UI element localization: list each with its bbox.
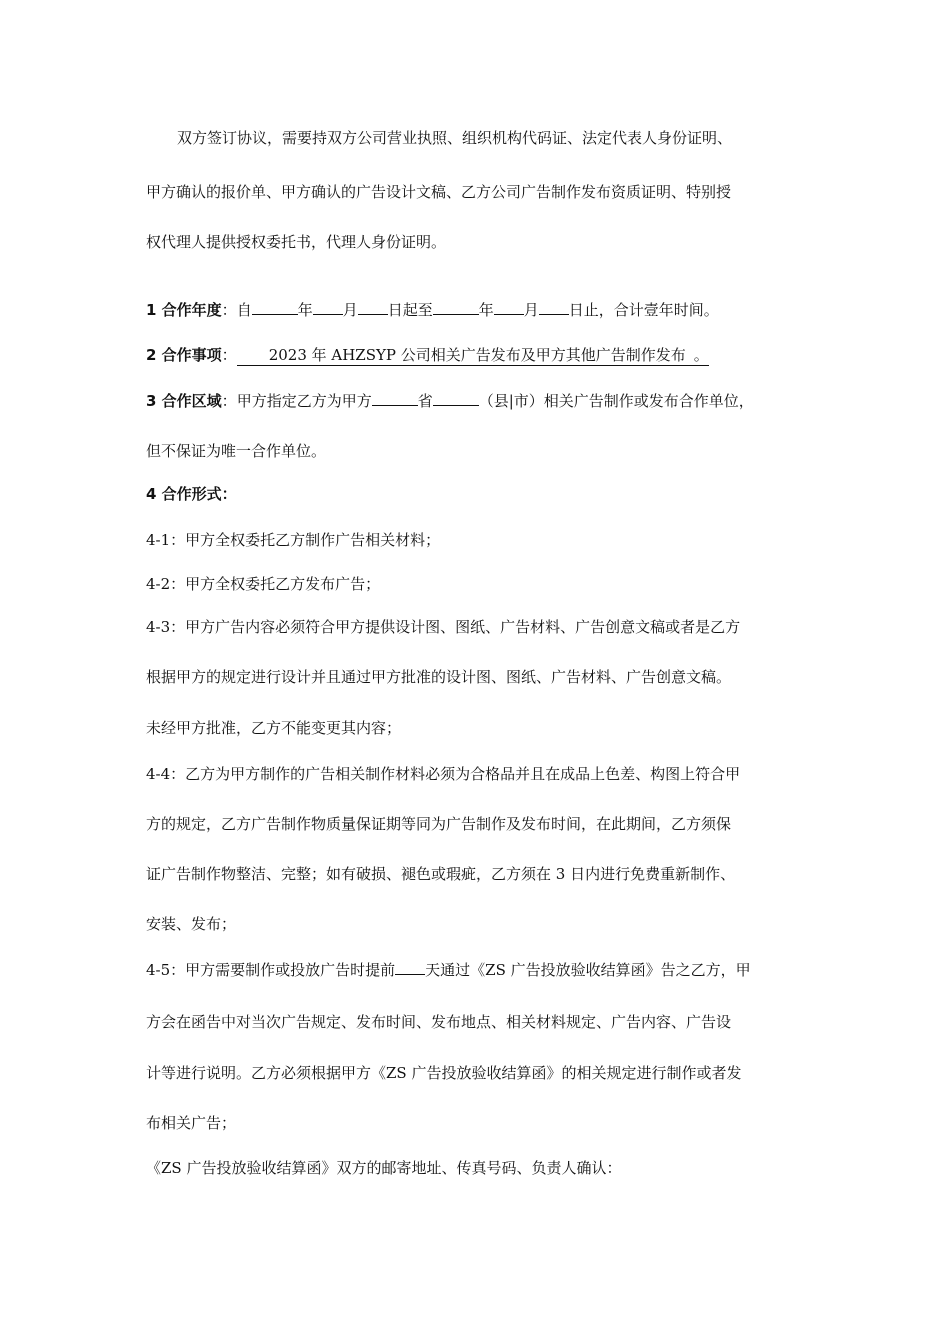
days-advance-blank[interactable] — [395, 960, 425, 975]
section-1-label: 1 合作年度 — [146, 301, 222, 319]
clause-4-4-line-4: 安装、发布； — [146, 915, 237, 933]
section-1-cooperation-year: 1 合作年度：自 年 月 日起至 年 月 日止，合计壹年时间。 — [146, 301, 719, 319]
start-year-blank[interactable] — [252, 300, 298, 315]
clause-4-5-line-3: 计等进行说明。乙方必须根据甲方《ZS 广告投放验收结算函》的相关规定进行制作或者发 — [146, 1064, 742, 1082]
section-4-label: 4 合作形式： — [146, 485, 237, 503]
clause-4-3-line-1: 4-3：甲方广告内容必须符合甲方提供设计图、图纸、广告材料、广告创意文稿或者是乙方 — [146, 618, 741, 636]
intro-line-3: 权代理人提供授权委托书，代理人身份证明。 — [146, 233, 447, 251]
intro-line-2: 甲方确认的报价单、甲方确认的广告设计文稿、乙方公司广告制作发布资质证明、特别授 — [146, 183, 732, 201]
county-city-blank[interactable] — [433, 391, 479, 406]
end-year-blank[interactable] — [433, 300, 479, 315]
section-2-cooperation-matters: 2 合作事项： 2023 年 AHZSYP 公司相关广告发布及甲方其他广告制作发布 。 — [146, 346, 709, 364]
clause-4-4-line-3: 证广告制作物整洁、完整；如有破损、褪色或瑕疵，乙方须在 3 日内进行免费重新制作、 — [146, 865, 736, 883]
intro-line-1: 双方签订协议，需要持双方公司营业执照、组织机构代码证、法定代表人身份证明、 — [177, 129, 733, 147]
clause-4-4-line-2: 方的规定，乙方广告制作物质量保证期等同为广告制作及发布时间，在此期间，乙方须保 — [146, 815, 732, 833]
section-3-cooperation-region: 3 合作区域：甲方指定乙方为甲方 省 （县|市）相关广告制作或发布合作单位， — [146, 392, 754, 410]
clause-4-5-line-4: 布相关广告； — [146, 1114, 237, 1132]
section-2-label: 2 合作事项 — [146, 346, 222, 364]
clause-4-6: 《ZS 广告投放验收结算函》双方的邮寄地址、传真号码、负责人确认： — [146, 1159, 622, 1177]
start-day-blank[interactable] — [358, 300, 388, 315]
section-3-label: 3 合作区域 — [146, 392, 222, 410]
section-3-line-2: 但不保证为唯一合作单位。 — [146, 442, 327, 460]
clause-4-2: 4-2：甲方全权委托乙方发布广告； — [146, 575, 381, 593]
end-day-blank[interactable] — [539, 300, 569, 315]
clause-4-3-line-2: 根据甲方的规定进行设计并且通过甲方批准的设计图、图纸、广告材料、广告创意文稿。 — [146, 668, 732, 686]
clause-4-5-line-2: 方会在函告中对当次广告规定、发布时间、发布地点、相关材料规定、广告内容、广告设 — [146, 1013, 732, 1031]
clause-4-3-line-3: 未经甲方批准，乙方不能变更其内容； — [146, 719, 402, 737]
clause-4-4-line-1: 4-4：乙方为甲方制作的广告相关制作材料必须为合格品并且在成品上色差、构图上符合甲 — [146, 765, 741, 783]
cooperation-matters-underlined: 2023 年 AHZSYP 公司相关广告发布及甲方其他广告制作发布 。 — [237, 346, 709, 366]
start-month-blank[interactable] — [313, 300, 343, 315]
province-blank[interactable] — [372, 391, 418, 406]
clause-4-1: 4-1：甲方全权委托乙方制作广告相关材料； — [146, 531, 441, 549]
clause-4-5-line-1: 4-5：甲方需要制作或投放广告时提前 天通过《ZS 广告投放验收结算函》告之乙方，甲 — [146, 961, 751, 979]
end-month-blank[interactable] — [494, 300, 524, 315]
